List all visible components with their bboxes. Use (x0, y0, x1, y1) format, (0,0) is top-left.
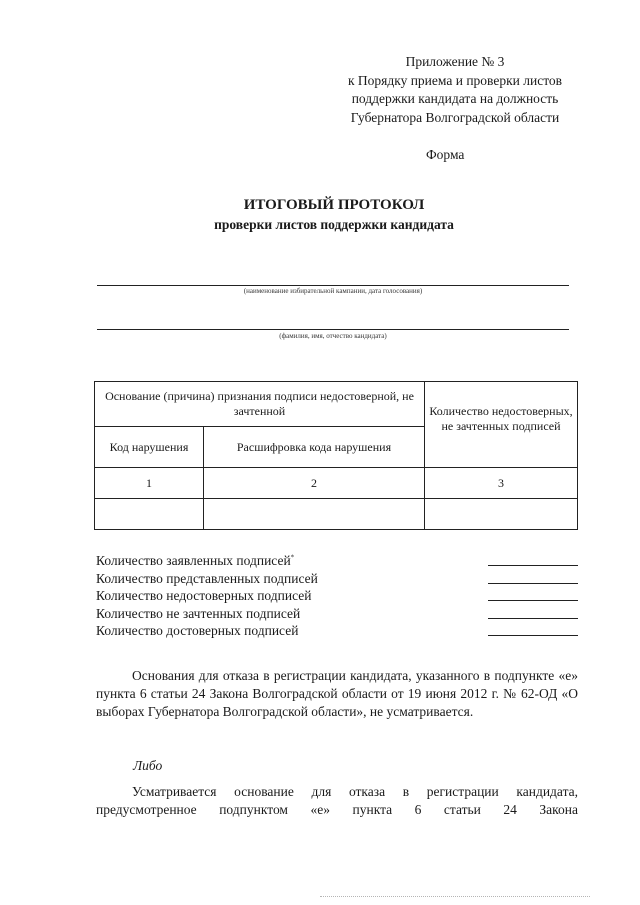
campaign-fill-line (97, 285, 569, 286)
count-submitted-blank (488, 583, 578, 584)
candidate-fill-line (97, 329, 569, 330)
table-cell-empty (95, 499, 204, 530)
count-not-counted-label: Количество не зачтенных подписей (96, 605, 301, 621)
count-declared-label: Количество заявленных подписей (96, 553, 291, 568)
header-reason: Основание (причина) признания подписи недостоверной, не зачтенной (95, 382, 425, 427)
count-invalid-blank (488, 600, 578, 601)
form-label: Форма (426, 147, 465, 162)
paragraph-grounds: Усматривается основание для отказа в регистрации кандидата, предусмотренное подпунктом «е» пункта 6 статьи 24 Закона (96, 784, 578, 817)
column-number-1: 1 (95, 468, 204, 499)
document-title: ИТОГОВЫЙ ПРОТОКОЛ (243, 197, 425, 213)
appendix-line-2: к Порядку приема и проверки листов (347, 72, 563, 88)
count-invalid (96, 587, 578, 605)
count-declared-blank (488, 565, 578, 566)
appendix-line-4: Губернатора Волгоградской области (350, 109, 560, 125)
appendix-number: Приложение № 3 (405, 54, 505, 69)
count-submitted (96, 570, 578, 588)
column-number-2: 2 (204, 468, 425, 499)
campaign-caption: (наименование избирательной кампании, дата голосования) (243, 287, 423, 295)
table-row (95, 499, 578, 530)
signature-counts (96, 552, 578, 640)
table-number-row (95, 468, 578, 499)
column-number-3: 3 (425, 468, 578, 499)
candidate-caption: (фамилия, имя, отчество кандидата) (279, 332, 387, 340)
footnote-mark: * (290, 553, 295, 562)
count-valid-blank (488, 635, 578, 636)
table-cell-empty (425, 499, 578, 530)
table-cell-empty (204, 499, 425, 530)
table-header-row (95, 382, 578, 427)
count-submitted-label: Количество представленных подписей (96, 570, 318, 586)
violations-table (94, 381, 578, 530)
scan-edge-artifact (320, 896, 590, 897)
appendix-header (330, 53, 580, 127)
count-declared (96, 552, 578, 570)
count-invalid-label: Количество недостоверных подписей (96, 588, 312, 603)
count-valid-label: Количество достоверных подписей (96, 623, 299, 638)
header-count: Количество недостоверных, не зачтенных подписей (425, 382, 578, 468)
header-decode: Расшифровка кода нарушения (204, 427, 425, 468)
appendix-line-3: поддержки кандидата на должность (351, 91, 559, 106)
paragraph-no-grounds: Основания для отказа в регистрации кандидата, указанного в подпункте «е» пункта 6 статьи 24 Закона Волгоградской области от 19 июня 2012 г. № 62-ОД «О выборах Губернатора Волгоградской области», не усматривается. (96, 668, 578, 719)
count-valid (96, 622, 578, 640)
count-not-counted-blank (488, 618, 578, 619)
header-code: Код нарушения (95, 427, 204, 468)
either-label: Либо (133, 758, 163, 773)
count-not-counted (96, 605, 578, 623)
document-subtitle: проверки листов поддержки кандидата (214, 217, 454, 232)
